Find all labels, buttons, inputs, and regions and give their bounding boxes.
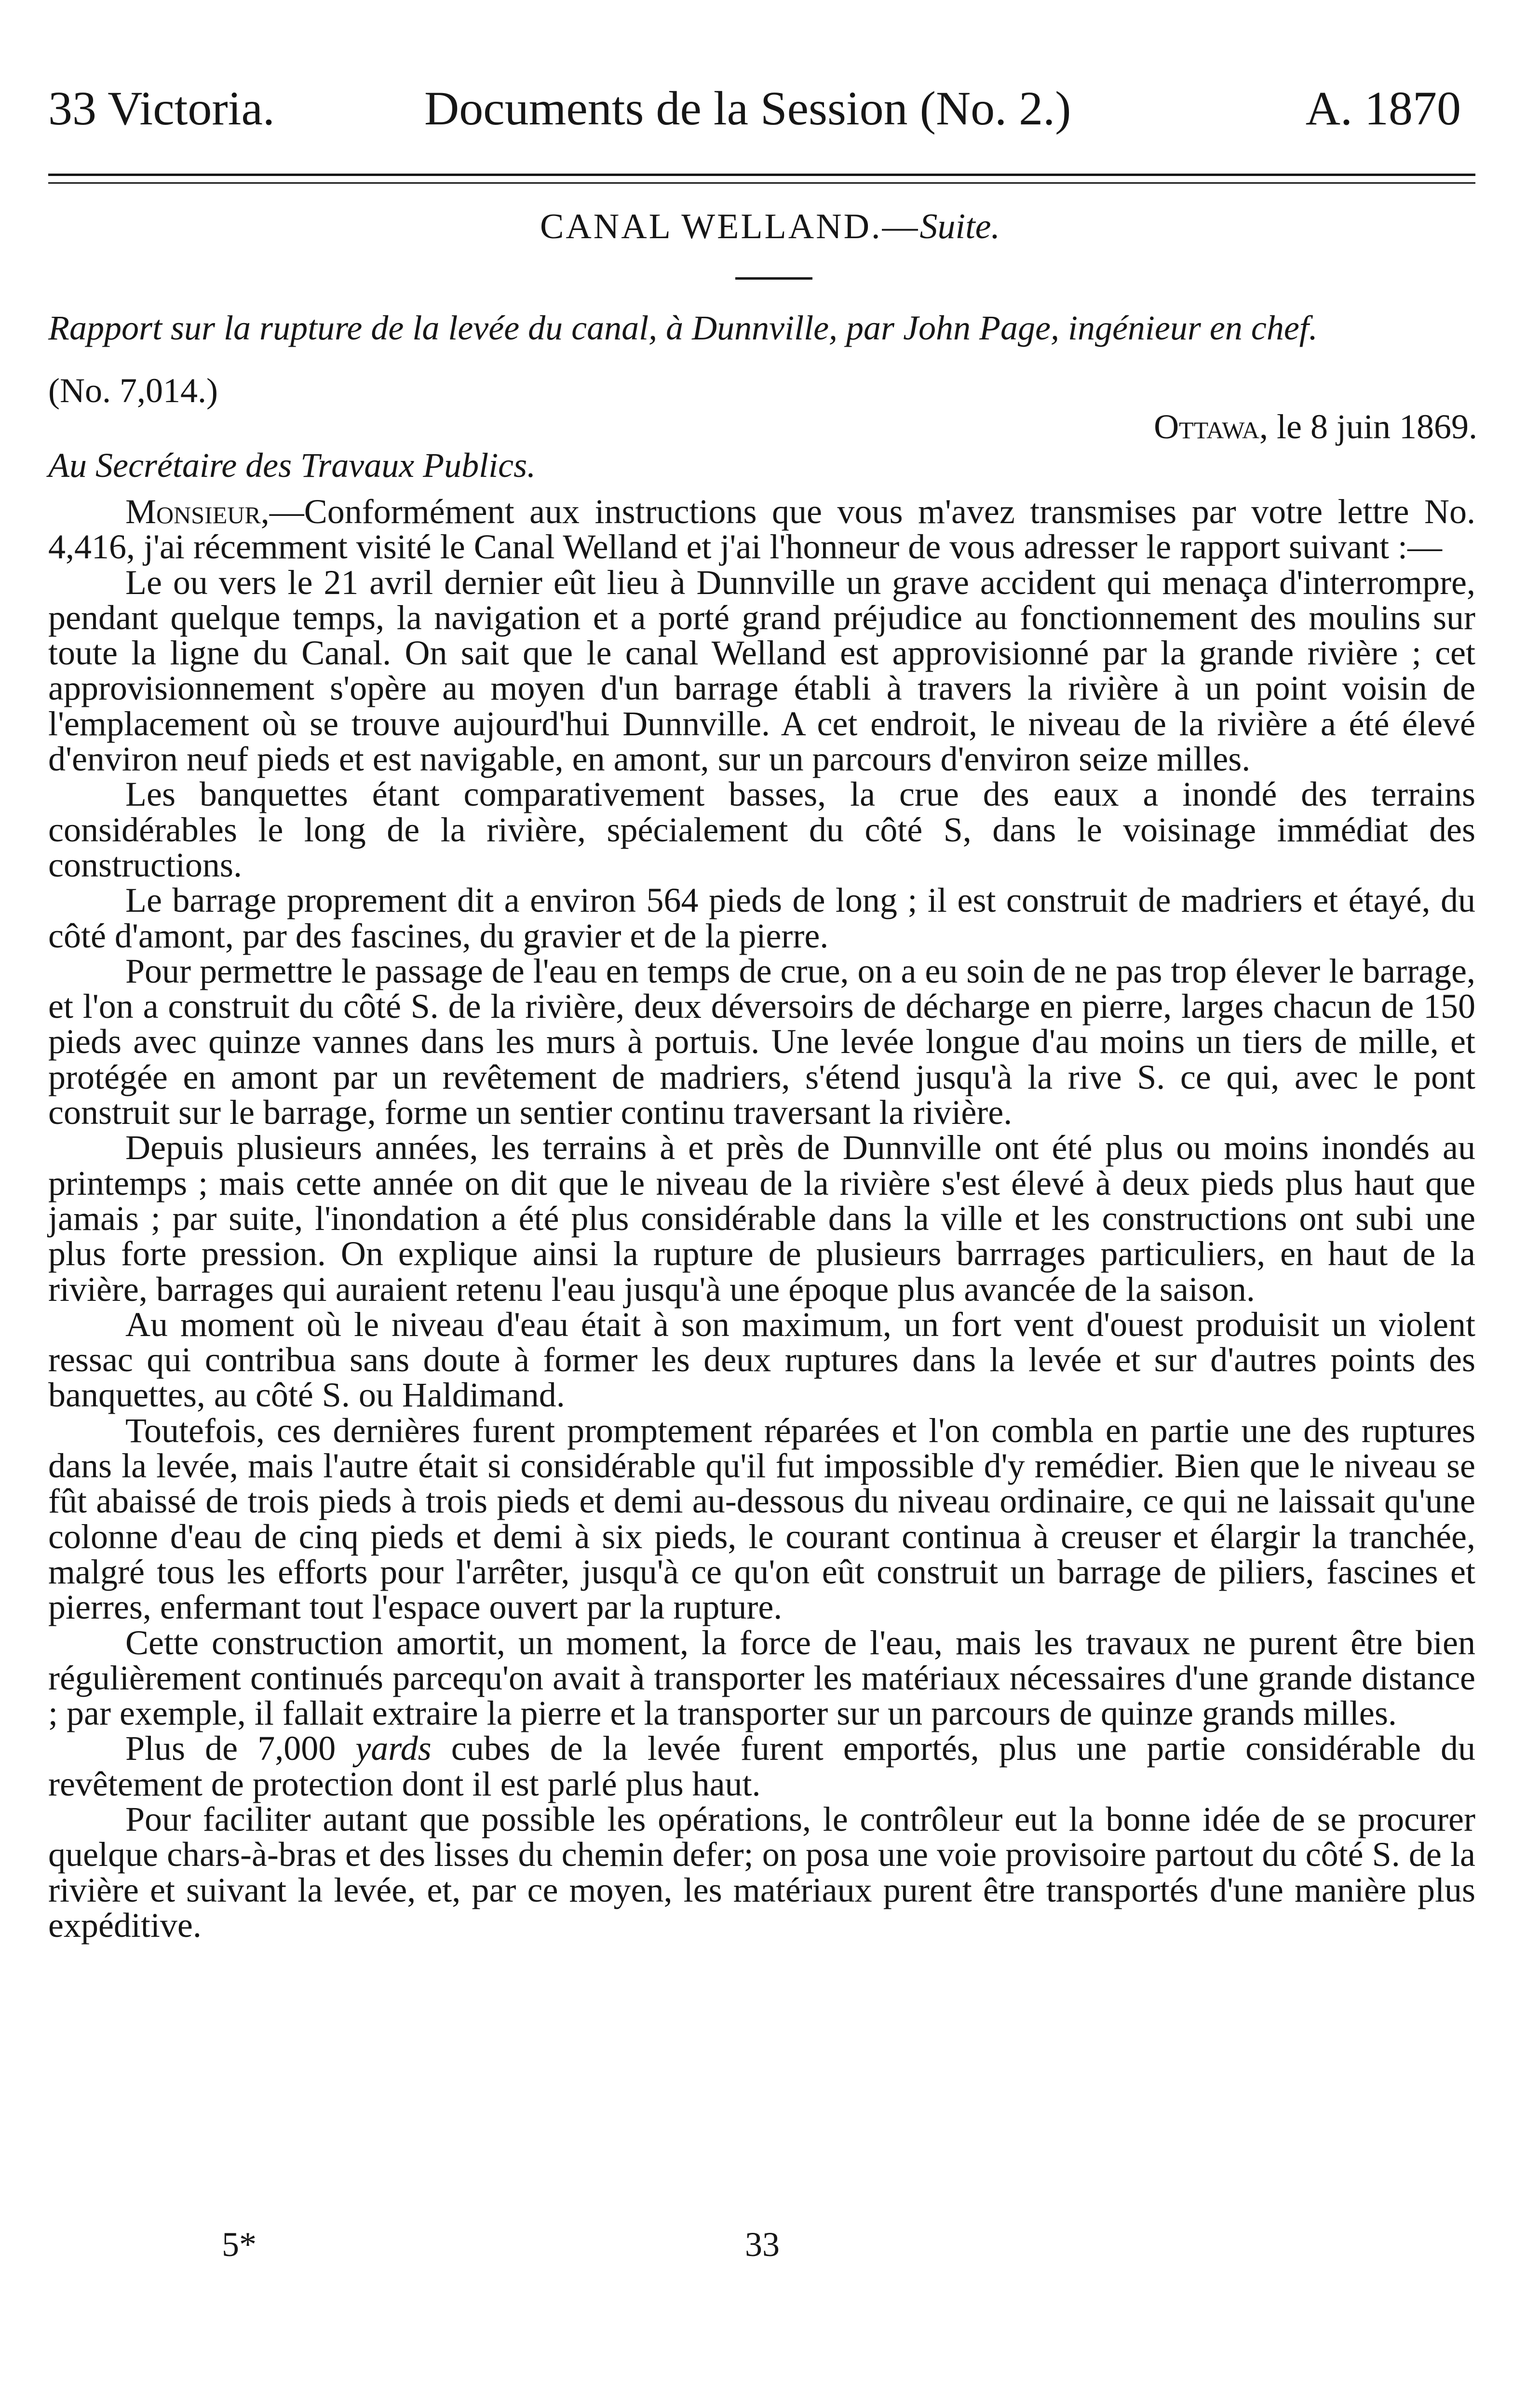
header-volume: 33 Victoria.: [48, 81, 275, 135]
section-divider: [735, 277, 812, 280]
section-title-main: CANAL WELLAND.—: [540, 207, 920, 246]
paragraph-text: cubes de la levée furent emportés, plus une partie considérable du revêtement de protection dont il est parlé plus haut.: [48, 1729, 1475, 1803]
salutation: Monsieur,: [125, 492, 270, 531]
header-title: Documents de la Session (No. 2.): [424, 81, 1071, 135]
report-title: Rapport sur la rupture de la levée du canal, à Dunnville, par John Page, ingénieur en chef.: [48, 309, 1318, 347]
paragraph: [48, 494, 1475, 565]
header-year: A. 1870: [1305, 81, 1461, 135]
paragraph-italic: yards: [355, 1729, 432, 1768]
running-header: [48, 72, 1475, 145]
section-title: [0, 203, 1540, 251]
paragraph: Pour faciliter autant que possible les opérations, le contrôleur eut la bonne idée de se procurer quelque chars-à-bras et des lisses du chemin defer; on posa une voie provisoire partout du côté S. de la rivière et suivant la levée, et, par ce moyen, les matériaux purent être transportés d'une manière plus expéditive.: [48, 1799, 1475, 1945]
signature-mark: 5*: [222, 2225, 257, 2264]
paragraph-text: Plus de 7,000: [125, 1729, 356, 1768]
header-rule-thick: [48, 174, 1475, 176]
dateline: [1154, 403, 1477, 451]
section-title-suffix: Suite.: [919, 207, 1000, 246]
report-body: [48, 494, 1475, 1943]
paragraph: Depuis plusieurs années, les terrains à et près de Dunnville ont été plus ou moins inondés au printemps ; mais cette année on dit que le niveau de la rivière s'est élevé à deux pieds plus haut que jamais ; par suite, l'inondation a été plus considérable dans la ville et les constructions ont subi une plus forte pression. On explique ainsi la rupture de plusieurs barrrages particuliers, en haut de la rivière, barrages qui auraient retenu l'eau jusqu'à une époque plus avancée de la saison.: [48, 1128, 1475, 1309]
paragraph: Le barrage proprement dit a environ 564 pieds de long ; il est construit de madriers et étayé, du côté d'amont, par des fascines, du gravier et de la pierre.: [48, 881, 1475, 955]
paragraph: Toutefois, ces dernières furent promptement réparées et l'on combla en partie une des ruptures dans la levée, mais l'autre était si considérable qu'il fut impossible d'y remédier. Bien que le niveau se fût abaissé de trois pieds à trois pieds et demi au-dessous du niveau ordinaire, ce qui ne laissait qu'une colonne d'eau de cinq pieds et demi à six pieds, le courant continua à creuser et élargir la tranchée, malgré tous les efforts pour l'arrêter, jusqu'à ce qu'on eût construit un barrage de piliers, fascines et pierres, enfermant tout l'espace ouvert par la rupture.: [48, 1411, 1475, 1627]
paragraph-text: —Conformément aux instructions que vous m'avez transmises par votre lettre No. 4,416, j'ai récemment visité le Canal Welland et j'ai l'honneur de vous adresser le rapport suivant :—: [48, 492, 1475, 567]
paragraph: [48, 1731, 1475, 1802]
dateline-place: Ottawa: [1154, 407, 1260, 446]
paragraph: Le ou vers le 21 avril dernier eût lieu à Dunnville un grave accident qui menaça d'interrompre, pendant quelque temps, la navigation et a porté grand préjudice au fonctionnement des moulins sur toute la ligne du Canal. On sait que le canal Welland est approvisionné par la grande rivière ; cet approvisionnement s'opère au moyen d'un barrage établi à travers la rivière à un point voisin de l'emplacement où se trouve aujourd'hui Dunnville. A cet endroit, le niveau de la rivière a été élevé d'environ neuf pieds et est navigable, en amont, sur un parcours d'environ seize milles.: [48, 563, 1475, 779]
header-rule-thin: [48, 182, 1475, 184]
paragraph: Les banquettes étant comparativement basses, la crue des eaux a inondé des terrains considérables le long de la rivière, spécialement du côté S, dans le voisinage immédiat des constructions.: [48, 775, 1475, 884]
dateline-date: , le 8 juin 1869.: [1259, 407, 1477, 446]
paragraph: Cette construction amortit, un moment, la force de l'eau, mais les travaux ne purent être bien régulièrement continués parcequ'on avait à transporter les matériaux nécessaires d'une grande distance ; par exemple, il fallait extraire la pierre et la transporter sur un parcours de quinze grands milles.: [48, 1623, 1475, 1733]
paragraph: Pour permettre le passage de l'eau en temps de crue, on a eu soin de ne pas trop élever le barrage, et l'on a construit du côté S. de la rivière, deux déversoirs de décharge en pierre, larges chacun de 150 pieds avec quinze vannes dans les murs à portuis. Une levée longue d'au moins un tiers de mille, et protégée en amont par un revêtement de madriers, s'étend jusqu'à la rive S. ce qui, avec le pont construit sur le barrage, forme un sentier continu traversant la rivière.: [48, 951, 1475, 1132]
addressee: Au Secrétaire des Travaux Publics.: [48, 446, 536, 485]
paragraph: Au moment où le niveau d'eau était à son maximum, un fort vent d'ouest produisit un violent ressac qui contribua sans doute à former les deux ruptures dans la levée et sur d'autres points des banquettes, au côté S. ou Haldimand.: [48, 1305, 1475, 1415]
page-number: 33: [745, 2225, 780, 2264]
reference-number: (No. 7,014.): [48, 371, 218, 410]
